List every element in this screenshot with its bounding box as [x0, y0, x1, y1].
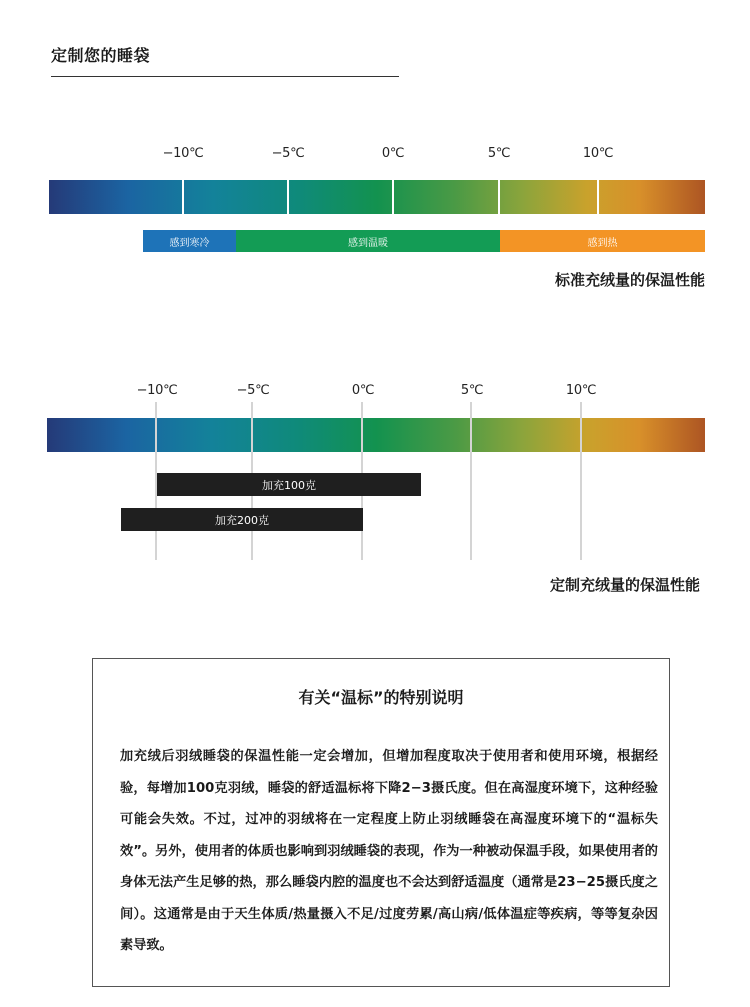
tick-label-5: 5℃ [460, 383, 484, 398]
zone-warm: 感到温暖 [236, 230, 500, 252]
tick-label-minus10: −10℃ [162, 146, 204, 161]
zone-cold: 感到寒冷 [143, 230, 236, 252]
note-body: 加充绒后羽绒睡袋的保温性能一定会增加，但增加程度取决于使用者和使用环境，根据经验，每增加100克羽绒，睡袋的舒适温标将下降2−3摄氏度。但在高湿度环境下，这种经验可能会失效。不过，过冲的羽绒将在一定程度上防止羽绒睡袋在高湿度环境下的“温标失效”。另外，使用者的体质也影响到羽绒睡袋的表现，作为一种被动保温手段，如果使用者的身体无法产生足够的热，那么睡袋内腔的温度也不会达到舒适温度（通常是23−25摄氏度之间）。这通常是由于天生体质/热量摄入不足/过度劳累/高山病/低体温症等疾病，等等复杂因素导致。 [120, 749, 658, 953]
tick-label-5: 5℃ [487, 146, 511, 161]
tick-line [470, 402, 472, 560]
custom-caption: 定制充绒量的保温性能 [549, 576, 700, 594]
page-title: 定制您的睡袋 [51, 46, 151, 65]
tick-label-0: 0℃ [351, 383, 375, 398]
tick-label-10: 10℃ [582, 146, 614, 161]
zone-hot: 感到热 [500, 230, 705, 252]
tick-line [287, 165, 289, 214]
standard-caption: 标准充绒量的保温性能 [554, 271, 705, 289]
tick-line [498, 165, 500, 214]
note-title: 有关“温标”的特别说明 [298, 688, 464, 707]
tick-label-minus10: −10℃ [136, 383, 178, 398]
tick-label-minus5: −5℃ [271, 146, 305, 161]
temperature-gradient-bar [47, 418, 705, 452]
tick-line [580, 402, 582, 560]
fill-100g-range: 加充100克 [157, 473, 421, 496]
tick-label-10: 10℃ [565, 383, 597, 398]
tick-label-minus5: −5℃ [236, 383, 270, 398]
fill-200g-range: 加充200克 [121, 508, 363, 531]
tick-line [392, 165, 394, 214]
tick-line [182, 165, 184, 214]
temperature-gradient-bar [49, 180, 705, 214]
tick-label-0: 0℃ [381, 146, 405, 161]
tick-line [597, 165, 599, 214]
note-box [92, 658, 670, 987]
title-underline [51, 76, 399, 77]
